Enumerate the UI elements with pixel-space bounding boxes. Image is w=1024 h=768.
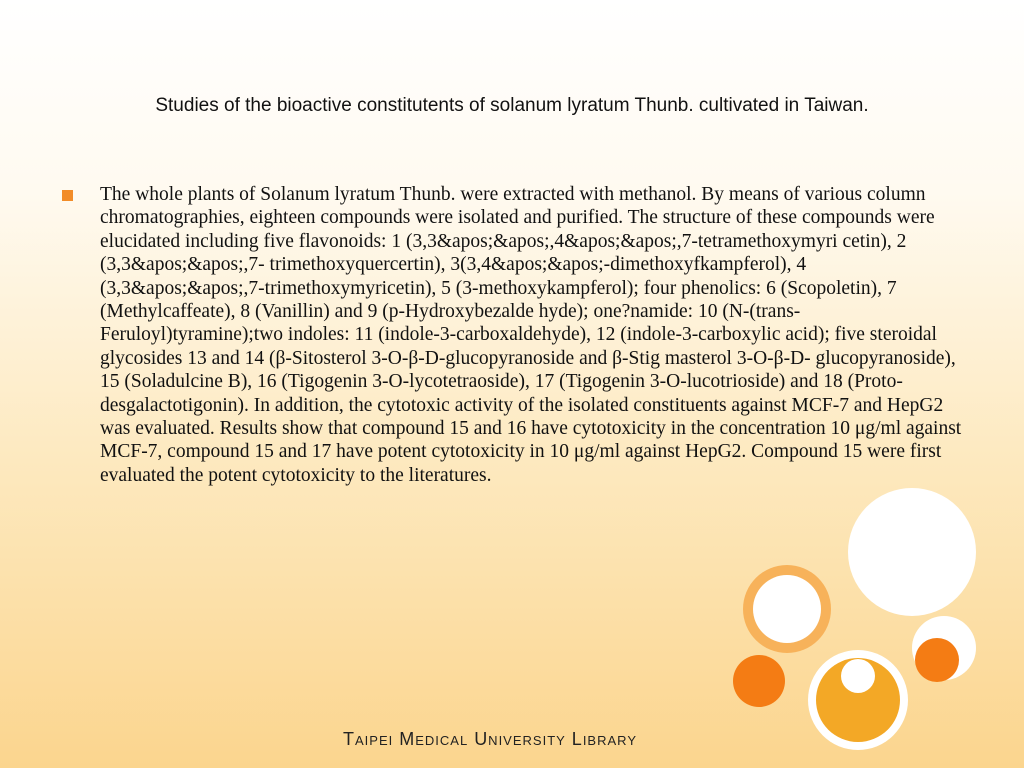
footer-library-name: Taipei Medical University Library (343, 729, 637, 749)
decor-circle-orange-ring-center (753, 575, 821, 643)
decor-circle-small-white (912, 616, 976, 680)
decor-circle-large-white (848, 488, 976, 616)
decor-circle-solid-orange-right (915, 638, 959, 682)
bullet-square-icon (62, 190, 73, 201)
bullet-text: The whole plants of Solanum lyratum Thunb. were extracted with methanol. By means of various column chromatographies, eighteen compounds were isolated and purified. The structure of these compounds were elucidated including five flavonoids: 1 (3,3&apos;&apos;,4&apos;&apos;,7-tetramethoxymyri cetin), 2 (3,3&apos;&apos;,7- trimethoxyquercertin), 3(3,4&apos;&apos;-dimethoxyfkampferol), 4 (3,3&apos;&apos;,7-trimethoxymyricetin), 5 (3-methoxykampferol); four phenolics: 6 (Scopoletin), 7 (Methylcaffeate), 8 (Vanillin) and 9 (p-Hydroxybezalde hyde); one?namide: 10 (N-(trans-Feruloyl)tyramine);two indoles: 11 (indole-3-carboxaldehyde), 12 (indole-3-carboxylic acid); five steroidal glycosides 13 and 14 (β-Sitosterol 3-O-β-D-glucopyranoside and β-Stig masterol 3-O-β-D- glucopyranoside), 15 (Soladulcine B), 16 (Tigogenin 3-O-lycotetraoside), 17 (Tigogenin 3-O-lucotrioside) and 18 (Proto- desgalactotigonin). In addition, the cytotoxic activity of the isolated constituents against MCF-7 and HepG2 was evaluated. Results show that compound 15 and 16 have cytotoxicity in the concentration 10 μg/ml against MCF-7, compound 15 and 17 have potent cytotoxicity in 10 μg/ml against HepG2. Compound 15 were first evaluated the potent cytotoxicity to the literatures. (100, 184, 962, 486)
bullet-item (62, 183, 968, 487)
decor-circle-orange-ring (743, 565, 831, 653)
slide-title: Studies of the bioactive constitutents of solanum lyratum Thunb. cultivated in Taiwan. (155, 95, 869, 116)
decor-circle-amber-center (841, 659, 875, 693)
decor-circle-solid-orange-left (733, 655, 785, 707)
